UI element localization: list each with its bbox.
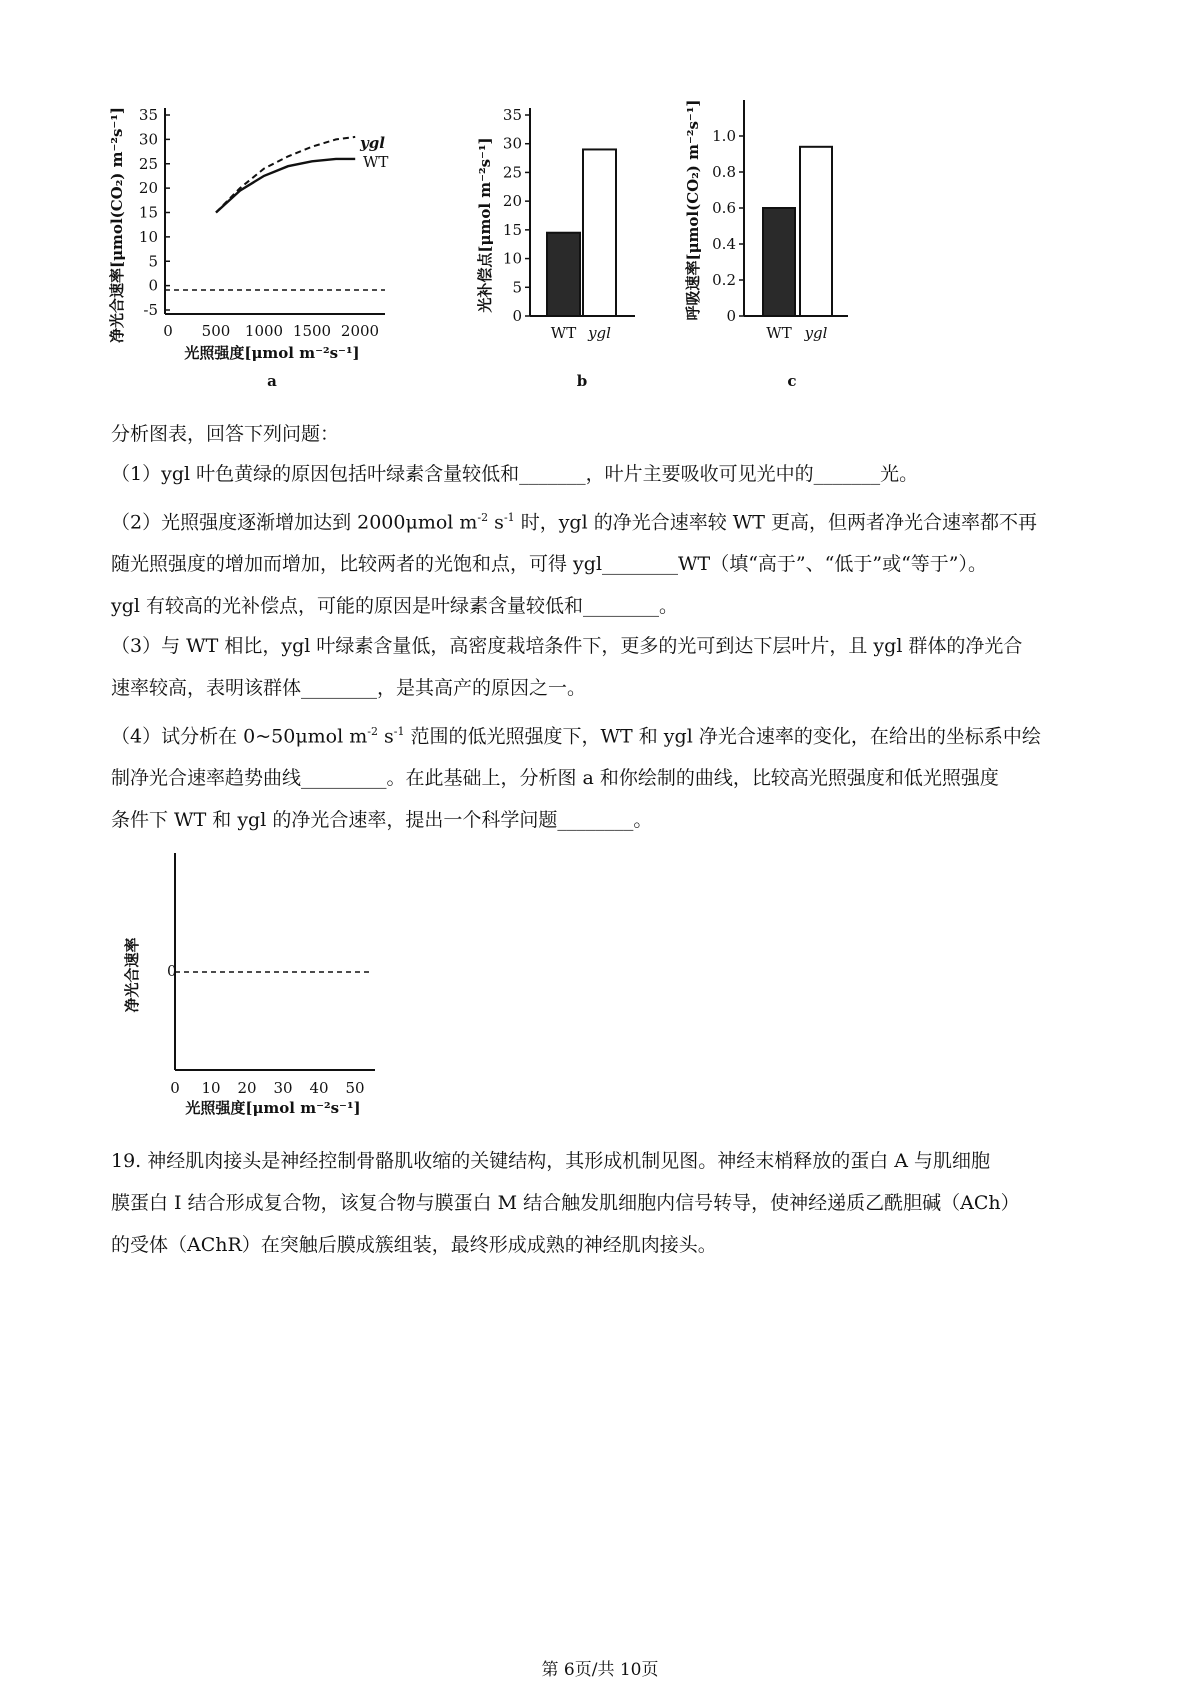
figure-a-ytick-label: 5: [148, 252, 158, 271]
figure-c-ytick-label: 0: [726, 307, 736, 325]
figure-c-y-ticks: [712, 127, 744, 325]
page-footer: 第 6页/共 10页: [541, 1660, 659, 1680]
figure-a-ytick-label: 30: [138, 130, 158, 149]
question-19: [111, 1140, 1101, 1266]
q2-line1-mid: s: [488, 511, 504, 534]
q2-line1-text: （2）光照强度逐渐增加达到 2000μmol m: [111, 511, 478, 534]
figure-a-xtick-label: 0: [163, 322, 173, 340]
blank-ylabel: 净光合速率: [123, 937, 141, 1013]
figure-b-ytick-label: 25: [502, 163, 522, 182]
figure-c-label: c: [787, 372, 797, 390]
figure-a-ytick-label: 20: [138, 179, 158, 198]
blank-coordinate-system: [115, 845, 405, 1125]
figure-b-ylabel: 光补偿点[μmol m⁻²s⁻¹]: [476, 137, 494, 313]
figure-c-ytick-label: 0.4: [712, 235, 736, 253]
figure-a-label: a: [267, 372, 277, 390]
blank-xtick-label: 10: [201, 1079, 221, 1097]
figure-a-xtick-label: 1000: [244, 322, 284, 340]
figure-c-ytick-label: 0.2: [712, 271, 736, 289]
figure-b-ytick-label: 5: [512, 278, 522, 297]
blank-xtick-label: 40: [309, 1079, 329, 1097]
q4-sup1: -2: [367, 725, 378, 738]
q19-line1: 19. 神经肌肉接头是神经控制骨骼肌收缩的关键结构，其形成机制见图。神经末梢释放的蛋白 A 与肌细胞: [111, 1150, 991, 1172]
q4-sup2: -1: [393, 725, 405, 738]
figure-a-xtick-label: 500: [201, 322, 231, 340]
q2-line1-end: 时，ygl 的净光合速率较 WT 更高，但两者净光合速率都不再: [514, 511, 1037, 534]
figure-a-legend-ygl: ygl: [360, 134, 385, 152]
blank-zero-label: 0: [167, 962, 177, 980]
figure-b-ytick-label: 10: [502, 249, 522, 268]
figure-a-ytick-label: 0: [148, 276, 158, 295]
figure-a-xtick-label: 1500: [292, 322, 332, 340]
figure-a-ytick-label: 15: [138, 203, 158, 222]
figure-b-ytick-label: 30: [502, 134, 522, 153]
q4-line2: 制净光合速率趋势曲线_________。在此基础上，分析图 a 和你绘制的曲线，比较高光照强度和低光照强度: [111, 767, 999, 790]
q2-line2: 随光照强度的增加而增加，比较两者的光饱和点，可得 ygl________WT（填“高于”、“低于”或“等于”）。: [111, 553, 987, 576]
figure-a-wt-curve: [216, 159, 355, 213]
blank-xlabel: 光照强度[μmol m⁻²s⁻¹]: [185, 1099, 361, 1117]
question-1: （1）ygl 叶色黄绿的原因包括叶绿素含量较低和_______，叶片主要吸收可见光中的_______光。: [111, 463, 919, 485]
q3-line1: （3）与 WT 相比，ygl 叶绿素含量低，高密度栽培条件下，更多的光可到达下层叶片，且 ygl 群体的净光合: [111, 635, 1023, 657]
figure-c-xtick-label: WT: [766, 324, 792, 342]
figure-b-ytick-label: 0: [512, 307, 522, 325]
q4-line1-end: 范围的低光照强度下，WT 和 ygl 净光合速率的变化，在给出的坐标系中绘: [404, 725, 1041, 748]
question-4: [111, 711, 1101, 841]
figure-a-ylabel: 净光合速率[μmol(CO₂) m⁻²s⁻¹]: [108, 106, 126, 344]
q2-sup2: -1: [503, 511, 515, 524]
figure-a-x-ticks: [163, 322, 379, 340]
figure-b-bar-wt: [547, 233, 580, 316]
figure-c-bars: [763, 147, 832, 342]
q4-line1-mid: s: [377, 725, 394, 748]
blank-xtick-label: 30: [273, 1079, 293, 1097]
figure-a-ytick-label: 25: [138, 154, 158, 173]
figure-c-xtick-label: ygl: [804, 324, 828, 342]
figure-c-bar-ygl: [800, 147, 832, 316]
figure-b-ytick-label: 35: [502, 106, 522, 124]
figure-a-legend-wt: WT: [363, 153, 389, 171]
blank-xtick-label: 0: [170, 1079, 180, 1097]
intro-text: 分析图表，回答下列问题：: [111, 423, 340, 445]
figure-c-ytick-label: 0.8: [712, 163, 736, 181]
figure-b-label: b: [576, 372, 588, 390]
figure-b-xtick-label: WT: [550, 324, 577, 342]
figure-b-xtick-label: ygl: [588, 324, 611, 342]
q2-line3: ygl 有较高的光补偿点，可能的原因是叶绿素含量较低和________。: [111, 595, 679, 618]
blank-xtick-label: 50: [345, 1079, 365, 1097]
q4-line1-text: （4）试分析在 0~50μmol m: [111, 725, 368, 748]
figure-a-xlabel: 光照强度[μmol m⁻²s⁻¹]: [184, 344, 360, 362]
figure-c-bar-chart: [680, 90, 880, 430]
blank-x-ticks: [170, 1079, 364, 1097]
figure-b-bar-chart: [470, 90, 670, 430]
q19-line3: 的受体（AChR）在突触后膜成簇组装，最终形成成熟的神经肌肉接头。: [111, 1234, 717, 1256]
question-3: [111, 625, 1101, 709]
figure-a-xtick-label: 2000: [340, 322, 380, 340]
figure-b-bar-ygl: [583, 149, 616, 316]
q3-line2: 速率较高，表明该群体________，是其高产的原因之一。: [111, 677, 587, 699]
figure-c-ylabel: 呼吸速率[μmol(CO₂) m⁻²s⁻¹]: [684, 99, 702, 321]
figure-a-ytick-label: 10: [138, 227, 158, 246]
figure-b-ytick-label: 20: [502, 192, 522, 211]
figure-c-bar-wt: [763, 208, 795, 316]
blank-xtick-label: 20: [237, 1079, 257, 1097]
figure-a-ytick-label: -5: [143, 301, 158, 319]
figure-c-ytick-label: 0.6: [712, 199, 736, 217]
figure-b-y-ticks: [503, 106, 530, 325]
figure-b-ytick-label: 15: [502, 220, 522, 239]
figure-b-bars: [547, 149, 616, 342]
q19-line2: 膜蛋白 Ⅰ 结合形成复合物，该复合物与膜蛋白 M 结合触发肌细胞内信号转导，使神经递质乙酰胆碱（ACh）: [111, 1192, 1020, 1214]
figure-a-ytick-label: 35: [138, 106, 158, 124]
figure-c-ytick-label: 1.0: [712, 127, 736, 145]
figure-a-line-chart: [100, 90, 430, 430]
q4-line3: 条件下 WT 和 ygl 的净光合速率，提出一个科学问题________。: [111, 809, 653, 832]
q2-sup1: -2: [477, 511, 489, 524]
question-2: [111, 497, 1101, 627]
figure-a-ygl-curve: [216, 137, 355, 213]
